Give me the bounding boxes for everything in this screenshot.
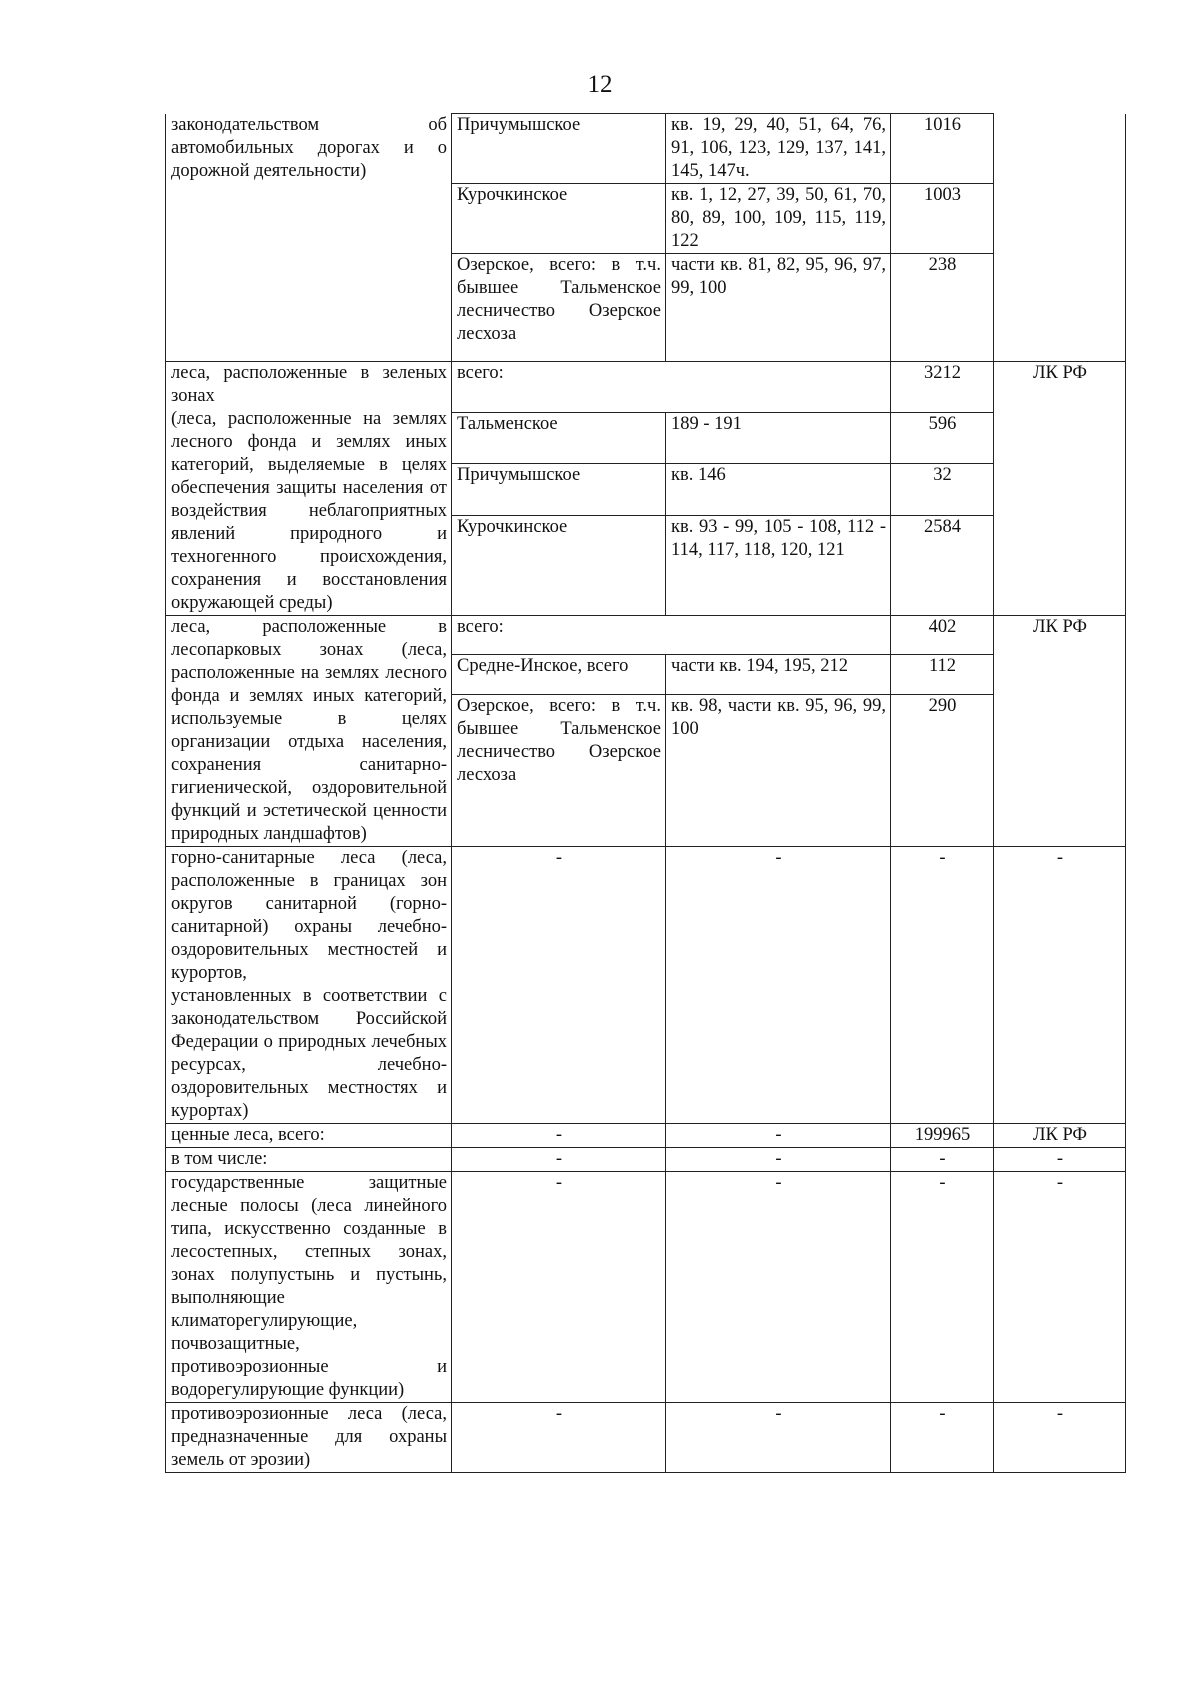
quarters-cell: - xyxy=(666,1148,891,1172)
table-row xyxy=(166,847,1126,1124)
basis-cell: ЛК РФ xyxy=(994,616,1126,847)
table-row xyxy=(166,114,1126,184)
table-row xyxy=(166,1148,1126,1172)
area-cell: 596 xyxy=(891,413,994,464)
table-row xyxy=(166,616,1126,655)
category-note: установленных в соответствии с законодательством Российской Федерации о природных лечебных ресурсах, лечебно-оздоровительных местностях и курортах) xyxy=(171,986,447,1121)
area-cell: 402 xyxy=(891,616,994,655)
category-note: (леса, расположенные на землях лесного фонда и землях иных категорий, выделяемые в целях обеспечения защиты населения от воздействия неблагоприятных явлений природного и техногенного происхождения, сохранения и восстановления окружающей среды) xyxy=(171,409,447,613)
total-label-cell: всего: xyxy=(452,362,891,413)
quarters-cell: кв. 19, 29, 40, 51, 64, 76, 91, 106, 123, 129, 137, 141, 145, 147ч. xyxy=(666,114,891,184)
basis-cell: - xyxy=(994,1172,1126,1403)
quarters-cell: - xyxy=(666,1172,891,1403)
total-label-cell: всего: xyxy=(452,616,891,655)
basis-cell: ЛК РФ xyxy=(994,1124,1126,1148)
category-cell xyxy=(166,847,452,1124)
area-cell: 1003 xyxy=(891,184,994,254)
basis-cell: - xyxy=(994,1148,1126,1172)
quarters-cell: кв. 98, части кв. 95, 96, 99, 100 xyxy=(666,694,891,846)
quarters-cell: 189 - 191 xyxy=(666,413,891,464)
table-row xyxy=(166,1172,1126,1403)
category-cell: в том числе: xyxy=(166,1148,452,1172)
forestry-cell: Причумышское xyxy=(452,114,666,184)
area-cell: 32 xyxy=(891,464,994,515)
category-cell: леса, расположенные в лесопарковых зонах (леса, расположенные на землях лесного фонда и землях иных категорий, используемые в целях организации отдыха населения, сохранения санитарно-гигиенической, оздоровительной функций и эстетической ценности природных ландшафтов) xyxy=(166,616,452,847)
category-cell: государственные защитные лесные полосы (леса линейного типа, искусственно созданные в лесостепных, степных зонах, зонах полупустынь и пустынь, выполняющие климаторегулирующие, почвозащитные, противоэрозионные и водорегулирующие функции) xyxy=(166,1172,452,1403)
forestry-cell: - xyxy=(452,1148,666,1172)
protective-forests-table xyxy=(165,113,1126,1473)
page-number: 12 xyxy=(587,71,613,98)
quarters-cell: части кв. 194, 195, 212 xyxy=(666,655,891,694)
category-cell: законодательством об автомобильных дорогах и о дорожной деятельности) xyxy=(166,114,452,362)
forestry-cell: Средне-Инское, всего xyxy=(452,655,666,694)
area-cell: 199965 xyxy=(891,1124,994,1148)
category-cell xyxy=(166,362,452,616)
area-cell: 2584 xyxy=(891,515,994,615)
area-cell: - xyxy=(891,1148,994,1172)
quarters-cell: части кв. 81, 82, 95, 96, 97, 99, 100 xyxy=(666,254,891,362)
area-cell: 1016 xyxy=(891,114,994,184)
forestry-cell: - xyxy=(452,1172,666,1403)
forestry-cell: Причумышское xyxy=(452,464,666,515)
quarters-cell: кв. 93 - 99, 105 - 108, 112 - 114, 117, 118, 120, 121 xyxy=(666,515,891,615)
quarters-cell: - xyxy=(666,847,891,1124)
table-row xyxy=(166,1124,1126,1148)
quarters-cell: - xyxy=(666,1403,891,1473)
area-cell: 112 xyxy=(891,655,994,694)
quarters-cell: кв. 1, 12, 27, 39, 50, 61, 70, 80, 89, 100, 109, 115, 119, 122 xyxy=(666,184,891,254)
area-cell: 290 xyxy=(891,694,994,846)
category-text: леса, расположенные в зеленых зонах xyxy=(171,363,447,406)
quarters-cell: кв. 146 xyxy=(666,464,891,515)
table-row xyxy=(166,362,1126,413)
forestry-cell: Озерское, всего: в т.ч. бывшее Тальменское лесничество Озерское лесхоза xyxy=(452,694,666,846)
basis-cell: ЛК РФ xyxy=(994,362,1126,616)
area-cell: - xyxy=(891,1403,994,1473)
area-cell: 238 xyxy=(891,254,994,362)
quarters-cell: - xyxy=(666,1124,891,1148)
area-cell: - xyxy=(891,1172,994,1403)
forestry-cell: Тальменское xyxy=(452,413,666,464)
forestry-cell: Озерское, всего: в т.ч. бывшее Тальменское лесничество Озерское лесхоза xyxy=(452,254,666,362)
basis-cell: - xyxy=(994,1403,1126,1473)
forestry-cell: - xyxy=(452,847,666,1124)
forestry-cell: Курочкинское xyxy=(452,184,666,254)
category-cell: противоэрозионные леса (леса, предназначенные для охраны земель от эрозии) xyxy=(166,1403,452,1473)
area-cell: - xyxy=(891,847,994,1124)
forestry-cell: - xyxy=(452,1403,666,1473)
basis-cell xyxy=(994,114,1126,362)
area-cell: 3212 xyxy=(891,362,994,413)
forestry-cell: Курочкинское xyxy=(452,515,666,615)
table-row xyxy=(166,1403,1126,1473)
category-text: горно-санитарные леса (леса, расположенные в границах зон округов санитарной (горно-санитарной) охраны лечебно-оздоровительных местностей и курортов, xyxy=(171,848,447,983)
basis-cell: - xyxy=(994,847,1126,1124)
forestry-cell: - xyxy=(452,1124,666,1148)
category-cell: ценные леса, всего: xyxy=(166,1124,452,1148)
